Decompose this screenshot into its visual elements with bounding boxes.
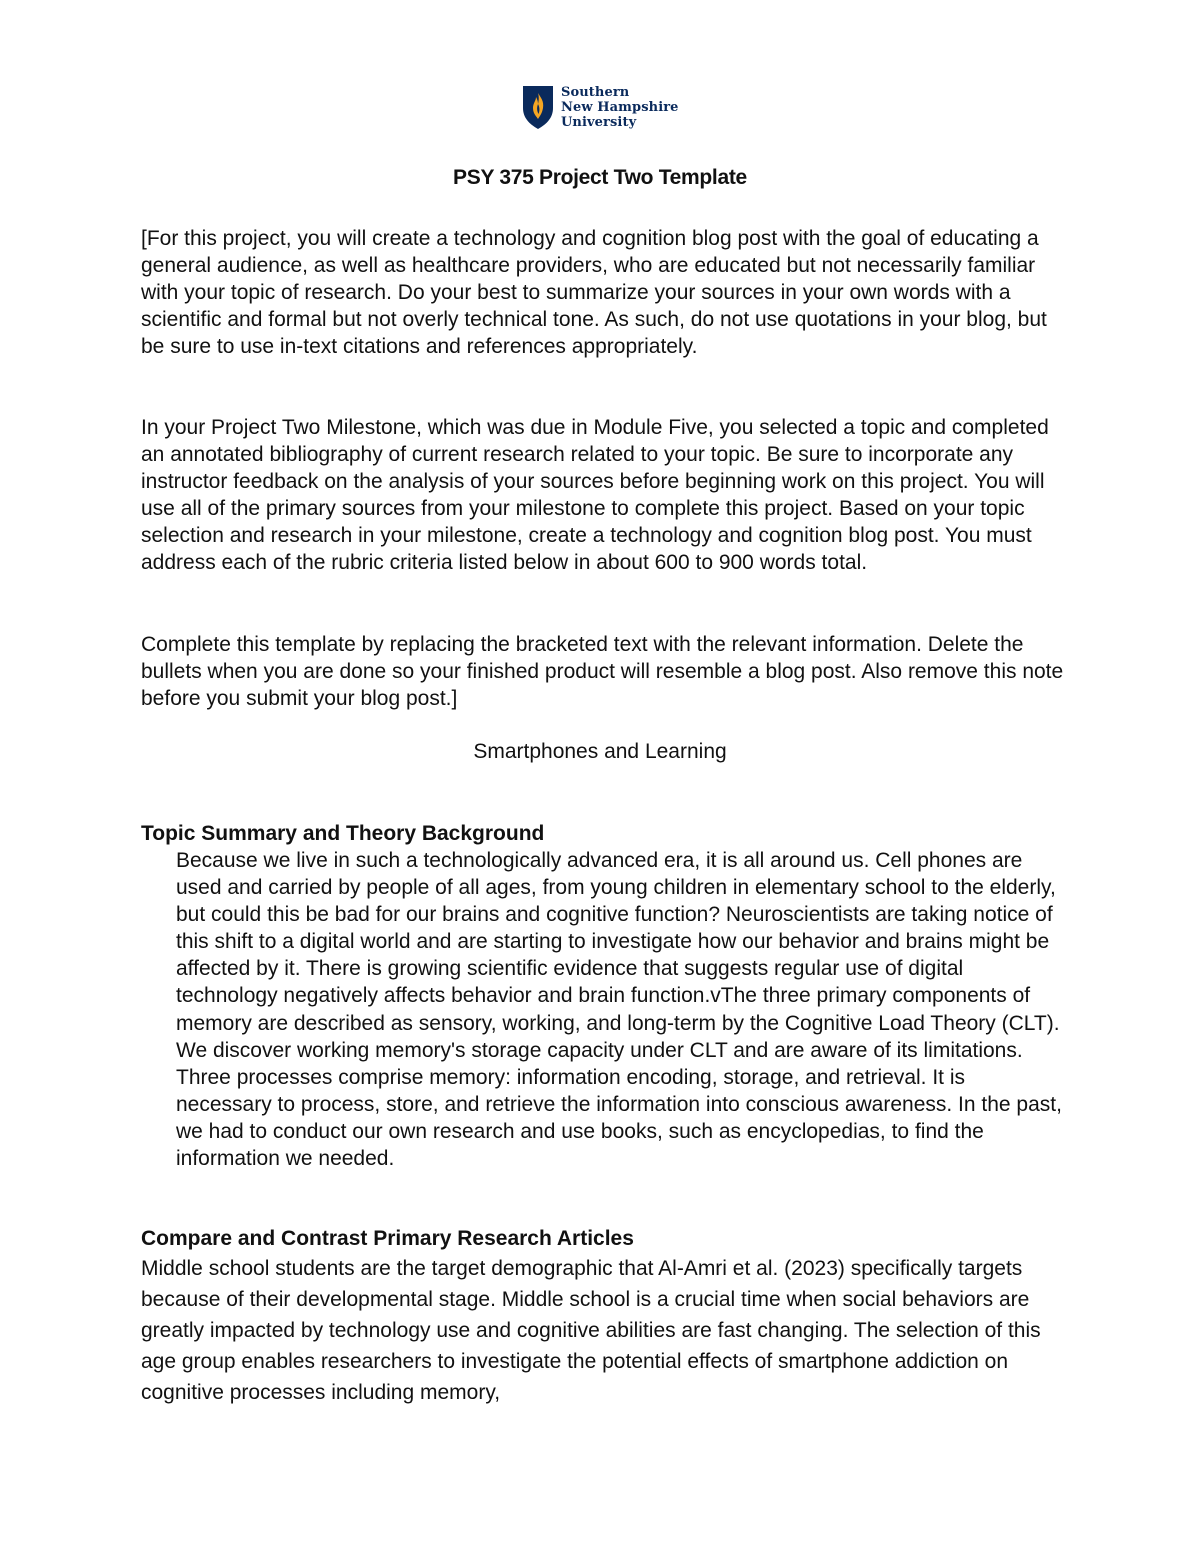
document-title: PSY 375 Project Two Template <box>453 166 747 189</box>
section-heading-topic-summary: Topic Summary and Theory Background <box>141 822 545 845</box>
section-heading-compare-contrast: Compare and Contrast Primary Research Articles <box>141 1227 634 1250</box>
instruction-paragraph-1: [For this project, you will create a technology and cognition blog post with the goal of educating a general audience, as well as healthcare providers, who are educated but not necessarily familiar with your topic of research. Do your best to summarize your sources in your own words with a scientific and formal but not overly technical tone. As such, do not use quotations in your blog, but be sure to use in-text citations and references appropriately. <box>141 227 1047 359</box>
university-logo <box>521 84 679 130</box>
logo-line-3: University <box>561 115 637 130</box>
logo-line-1: Southern <box>561 85 630 100</box>
shield-flame-icon <box>521 84 555 130</box>
instruction-paragraph-3: Complete this template by replacing the bracketed text with the relevant information. Delete the bullets when you are done so your finished product will resemble a blog post. Also remove this note before you submit your blog post.] <box>141 633 1064 711</box>
logo-wordmark <box>561 85 679 130</box>
section-body-topic-summary: Because we live in such a technologically advanced era, it is all around us. Cell phones are used and carried by people of all ages, from young children in elementary school to the elderly, but could this be bad for our brains and cognitive function? Neuroscientists are taking notice of this shift to a digital world and are starting to investigate how our behavior and brains might be affected by it. There is growing scientific evidence that suggests regular use of digital technology negatively affects behavior and brain function.vThe three primary components of memory are described as sensory, working, and long-term by the Cognitive Load Theory (CLT). We discover working memory's storage capacity under CLT and are aware of its limitations. Three processes comprise memory: information encoding, storage, and retrieval. It is necessary to process, store, and retrieve the information into conscious awareness. In the past, we had to conduct our own research and use books, such as encyclopedias, to find the information we needed. <box>176 849 1062 1171</box>
logo-line-2: New Hampshire <box>561 100 679 115</box>
section-body-compare-contrast: Middle school students are the target demographic that Al-Amri et al. (2023) specifically targets because of their developmental stage. Middle school is a crucial time when social behaviors are greatly impacted by technology use and cognitive abilities are fast changing. The selection of this age group enables researchers to investigate the potential effects of smartphone addiction on cognitive processes including memory, <box>141 1257 1041 1404</box>
instruction-paragraph-2: In your Project Two Milestone, which was due in Module Five, you selected a topic and completed an annotated bibliography of current research related to your topic. Be sure to incorporate any instructor feedback on the analysis of your sources before beginning work on this project. You will use all of the primary sources from your milestone to complete this project. Based on your topic selection and research in your milestone, create a technology and cognition blog post. You must address each of the rubric criteria listed below in about 600 to 900 words total. <box>141 416 1049 575</box>
blog-title: Smartphones and Learning <box>473 740 727 763</box>
